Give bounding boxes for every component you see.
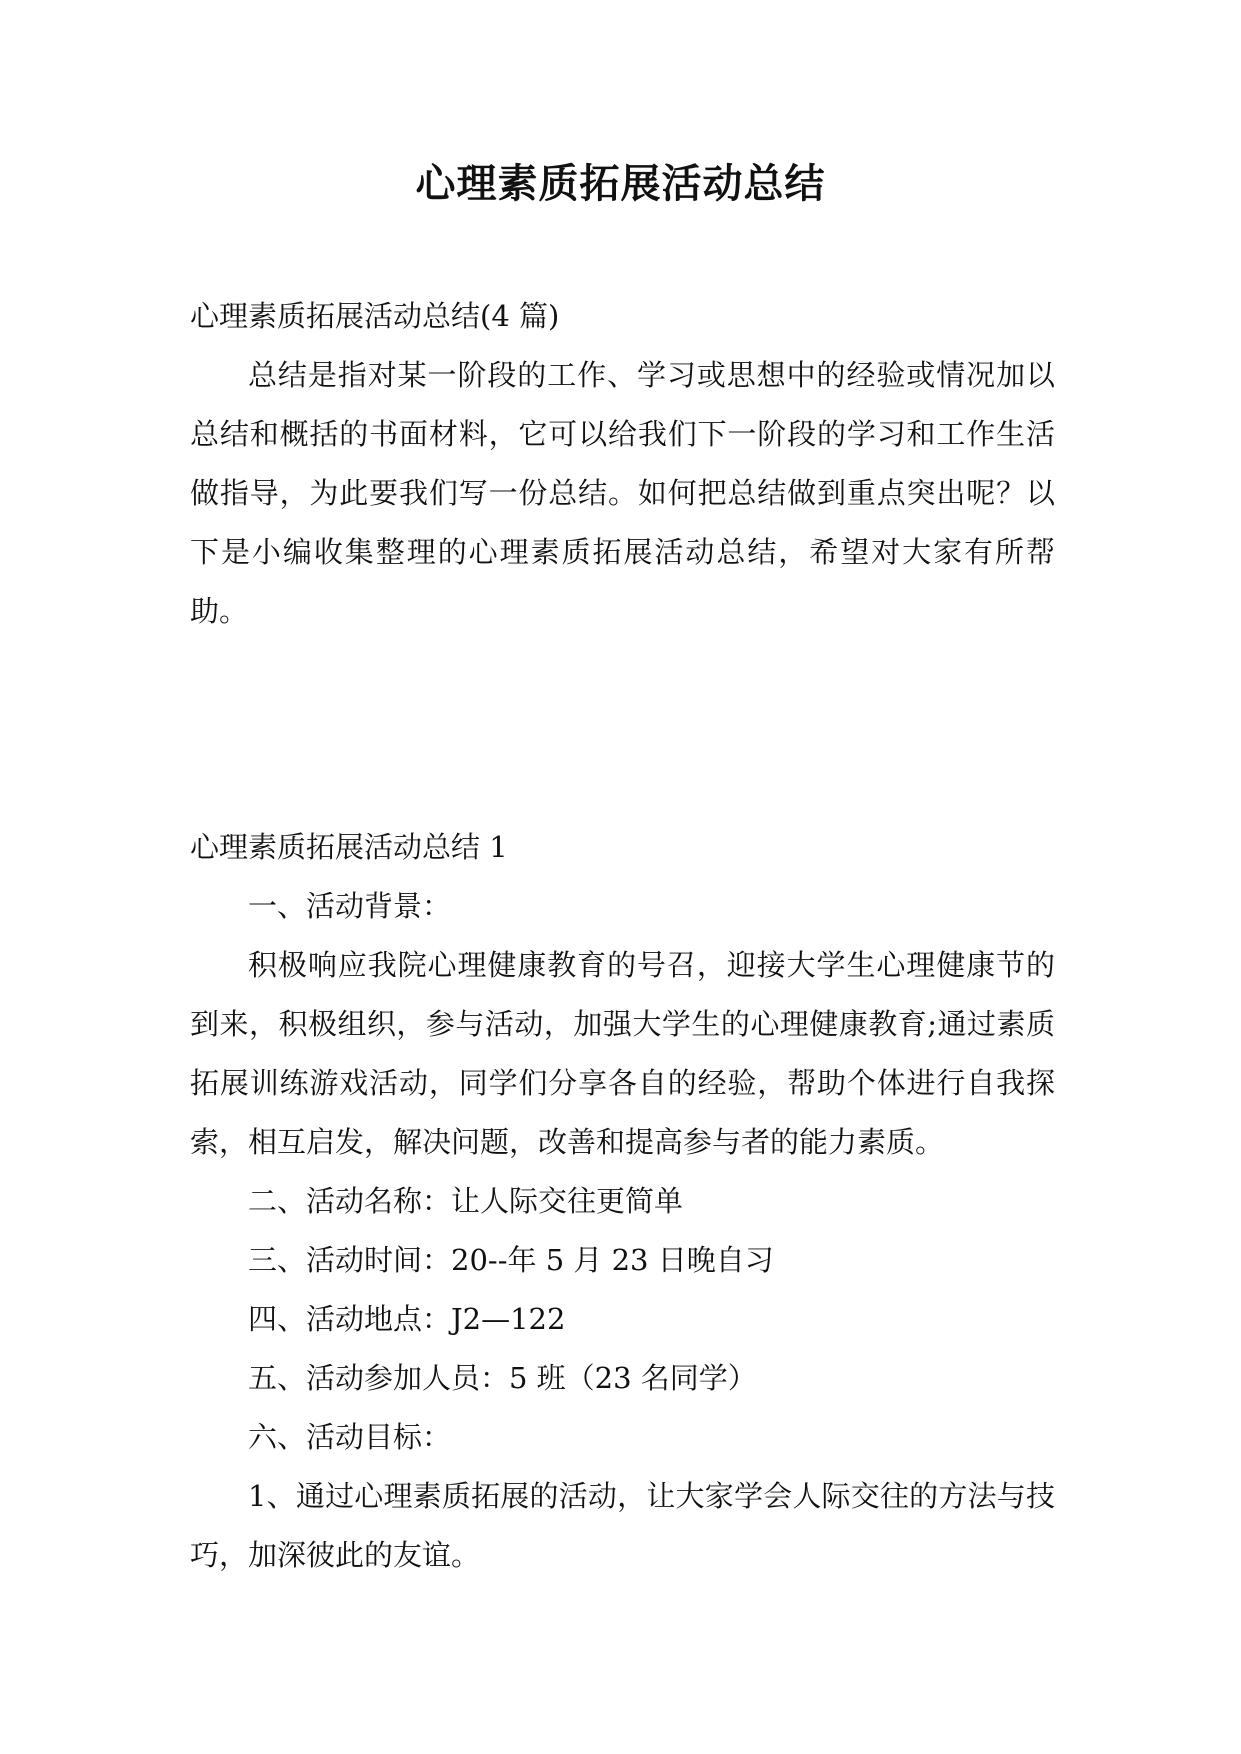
- document-subtitle: 心理素质拓展活动总结(4 篇): [190, 299, 560, 333]
- item-background-heading: 一、活动背景：: [248, 889, 452, 923]
- intro-paragraph: 总结是指对某一阶段的工作、学习或思想中的经验或情况加以总结和概括的书面材料，它可以给我们下一阶段的学习和工作生活做指导，为此要我们写一份总结。如何把总结做到重点突出呢？以下是小编收集整理的心理素质拓展活动总结，希望对大家有所帮助。: [190, 358, 1055, 628]
- document-title: 心理素质拓展活动总结: [415, 160, 826, 207]
- document-body: [190, 287, 1055, 1585]
- item-activity-name: 二、活动名称：让人际交往更简单: [248, 1184, 684, 1218]
- item-activity-location: 四、活动地点：J2—122: [248, 1302, 566, 1336]
- section-heading: 心理素质拓展活动总结 1: [190, 830, 508, 864]
- item-activity-goal-1: 1、通过心理素质拓展的活动，让大家学会人际交往的方法与技巧，加深彼此的友谊。: [190, 1479, 1055, 1572]
- item-activity-participants: 五、活动参加人员：5 班（23 名同学）: [248, 1361, 757, 1395]
- section-spacer: [190, 641, 1055, 818]
- item-activity-goals-heading: 六、活动目标：: [248, 1420, 452, 1454]
- item-background-text: 积极响应我院心理健康教育的号召，迎接大学生心理健康节的到来，积极组织，参与活动，加强大学生的心理健康教育;通过素质拓展训练游戏活动，同学们分享各自的经验，帮助个体进行自我探索，相互启发，解决问题，改善和提高参与者的能力素质。: [190, 948, 1055, 1159]
- item-activity-time: 三、活动时间：20--年 5 月 23 日晚自习: [248, 1243, 774, 1277]
